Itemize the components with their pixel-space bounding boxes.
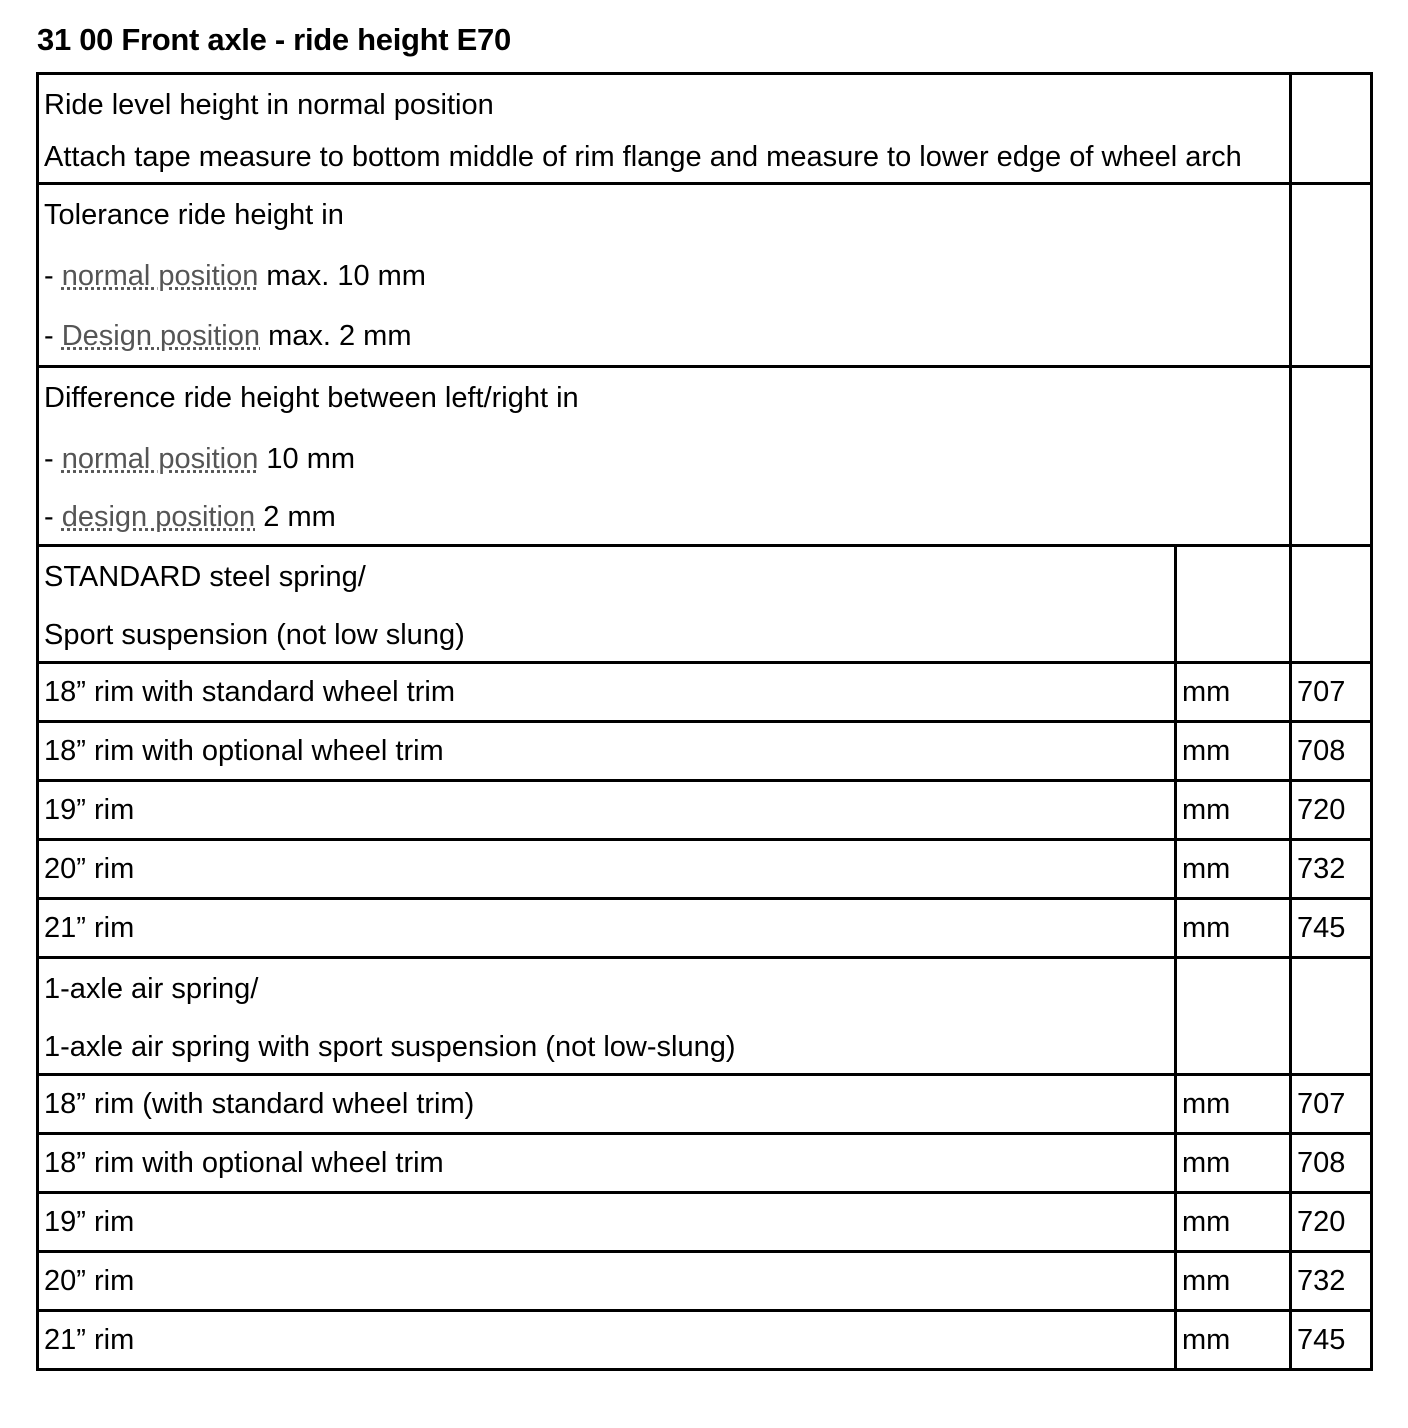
steel-section-header [38,546,1372,663]
rim-label: 20” rim [38,1252,1176,1311]
air-section-line1: 1-axle air spring/ [44,973,259,1005]
rim-label: 19” rim [38,1193,1176,1252]
intro-cell [38,74,1291,184]
difference-item-suffix: 2 mm [255,501,336,533]
value-cell: 708 [1291,722,1372,781]
table-row [38,781,1372,840]
tolerance-row [38,184,1372,367]
steel-section-unit-empty [1176,546,1291,663]
steel-section-cell [38,546,1176,663]
table-row [38,722,1372,781]
unit-cell: mm [1176,722,1291,781]
table-row [38,1311,1372,1370]
tolerance-item-suffix: max. 2 mm [260,320,412,352]
rim-label: 21” rim [38,899,1176,958]
tolerance-empty-cell [1291,184,1372,367]
rim-label: 18” rim with standard wheel trim [38,663,1176,722]
table-row [38,663,1372,722]
normal-position-link[interactable]: normal position [61,443,259,475]
unit-cell: mm [1176,1311,1291,1370]
ride-height-table [36,72,1373,1371]
design-position-link[interactable]: Design position [61,320,261,352]
unit-cell: mm [1176,1075,1291,1134]
air-section-header [38,958,1372,1075]
steel-section-value-empty [1291,546,1372,663]
unit-cell: mm [1176,781,1291,840]
intro-heading: Ride level height in normal position [44,89,494,121]
steel-section-line2: Sport suspension (not low slung) [44,619,465,651]
rim-label: 18” rim with optional wheel trim [38,1134,1176,1193]
rim-label: 18” rim (with standard wheel trim) [38,1075,1176,1134]
rim-label: 21” rim [38,1311,1176,1370]
difference-heading: Difference ride height between left/right in [44,382,579,414]
page-title: 31 00 Front axle - ride height E70 [37,22,511,57]
value-cell: 708 [1291,1134,1372,1193]
table-row [38,1193,1372,1252]
tolerance-item-prefix: - [44,260,62,292]
value-cell: 745 [1291,899,1372,958]
table-row [38,840,1372,899]
difference-empty-cell [1291,367,1372,546]
normal-position-link[interactable]: normal position [61,260,259,292]
intro-row [38,74,1372,184]
value-cell: 745 [1291,1311,1372,1370]
difference-item-suffix: 10 mm [258,443,356,475]
intro-empty-cell [1291,74,1372,184]
tolerance-heading: Tolerance ride height in [44,199,344,231]
unit-cell: mm [1176,840,1291,899]
difference-item [44,490,1289,544]
air-section-line2: 1-axle air spring with sport suspension (not low-slung) [44,1031,736,1063]
design-position-link[interactable]: design position [61,501,256,533]
table-row [38,1075,1372,1134]
table-row [38,1252,1372,1311]
table-row [38,1134,1372,1193]
unit-cell: mm [1176,1252,1291,1311]
value-cell: 732 [1291,840,1372,899]
air-section-cell [38,958,1176,1075]
intro-instruction: Attach tape measure to bottom middle of rim flange and measure to lower edge of wheel arch [44,141,1242,173]
value-cell: 732 [1291,1252,1372,1311]
value-cell: 720 [1291,781,1372,840]
value-cell: 707 [1291,663,1372,722]
unit-cell: mm [1176,899,1291,958]
value-cell: 707 [1291,1075,1372,1134]
unit-cell: mm [1176,1134,1291,1193]
difference-row [38,367,1372,546]
tolerance-item-prefix: - [44,320,62,352]
steel-section-line1: STANDARD steel spring/ [44,561,366,593]
difference-item-prefix: - [44,443,62,475]
tolerance-item-suffix: max. 10 mm [258,260,426,292]
value-cell: 720 [1291,1193,1372,1252]
air-section-unit-empty [1176,958,1291,1075]
rim-label: 19” rim [38,781,1176,840]
rim-label: 18” rim with optional wheel trim [38,722,1176,781]
difference-item [44,428,1289,490]
tolerance-cell [38,184,1291,367]
table-row [38,899,1372,958]
unit-cell: mm [1176,1193,1291,1252]
unit-cell: mm [1176,663,1291,722]
rim-label: 20” rim [38,840,1176,899]
difference-cell [38,367,1291,546]
air-section-value-empty [1291,958,1372,1075]
difference-item-prefix: - [44,501,62,533]
tolerance-item [44,307,1289,365]
tolerance-item [44,245,1289,307]
